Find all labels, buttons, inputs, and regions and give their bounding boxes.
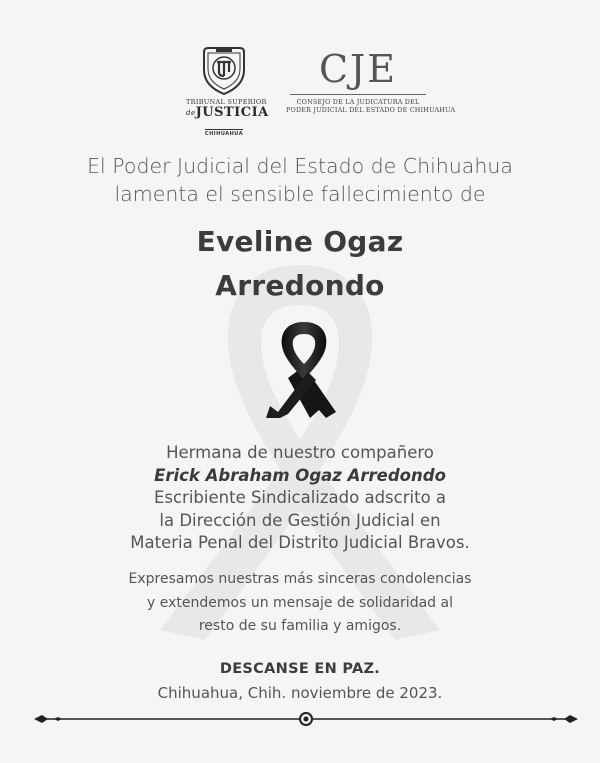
colleague-name: Erick Abraham Ogaz Arredondo [154, 465, 446, 485]
date-text: Chihuahua, Chih. noviembre de 2023. [157, 684, 443, 702]
deceased-name [0, 220, 600, 308]
tsj-justicia: JUSTICIA [195, 105, 269, 120]
tsj-de: de [186, 109, 196, 117]
cje-sub2: PODER JUDICIAL DEL ESTADO DE CHIHUAHUA [286, 106, 456, 114]
tsj-line1: TRIBUNAL SUPERIOR [186, 98, 267, 106]
intro-line2: lamenta el sensible fallecimiento de [114, 182, 486, 206]
header-logos [0, 44, 600, 137]
cje-logo [286, 47, 456, 114]
relation-line1: Hermana de nuestro compañero [166, 443, 434, 462]
relation-line5: Materia Penal del Distrito Judicial Bravos. [130, 533, 470, 552]
cje-abbr: CJE [318, 47, 398, 91]
tsj-shield-icon [200, 44, 248, 96]
ornamental-divider-icon [34, 709, 578, 729]
relation-line3: Escribiente Sindicalizado adscrito a [153, 488, 447, 507]
condolences-text [0, 568, 600, 639]
intro-line1: El Poder Judicial del Estado de Chihuahua [87, 154, 513, 178]
cje-sub1: CONSEJO DE LA JUDICATURA DEL [296, 98, 420, 106]
rip-text: DESCANSE EN PAZ. [219, 661, 381, 677]
tsj-logo [186, 44, 269, 137]
intro-text [0, 152, 600, 208]
deceased-name-line1: Eveline Ogaz [196, 225, 404, 258]
deceased-name-line2: Arredondo [215, 269, 385, 302]
mourning-ribbon-icon [264, 318, 344, 422]
cje-rule [290, 94, 426, 95]
tsj-line3: CHIHUAHUA [204, 131, 244, 137]
condolences-line2: y extendemos un mensaje de solidaridad al [147, 594, 453, 611]
relation-text [0, 442, 600, 555]
relation-line4: la Dirección de Gestión Judicial en [159, 510, 441, 530]
condolences-line1: Expresamos nuestras más sinceras condolencias [128, 571, 472, 587]
tsj-line2 [186, 105, 269, 120]
condolences-line3: resto de su familia y amigos. [198, 618, 402, 634]
